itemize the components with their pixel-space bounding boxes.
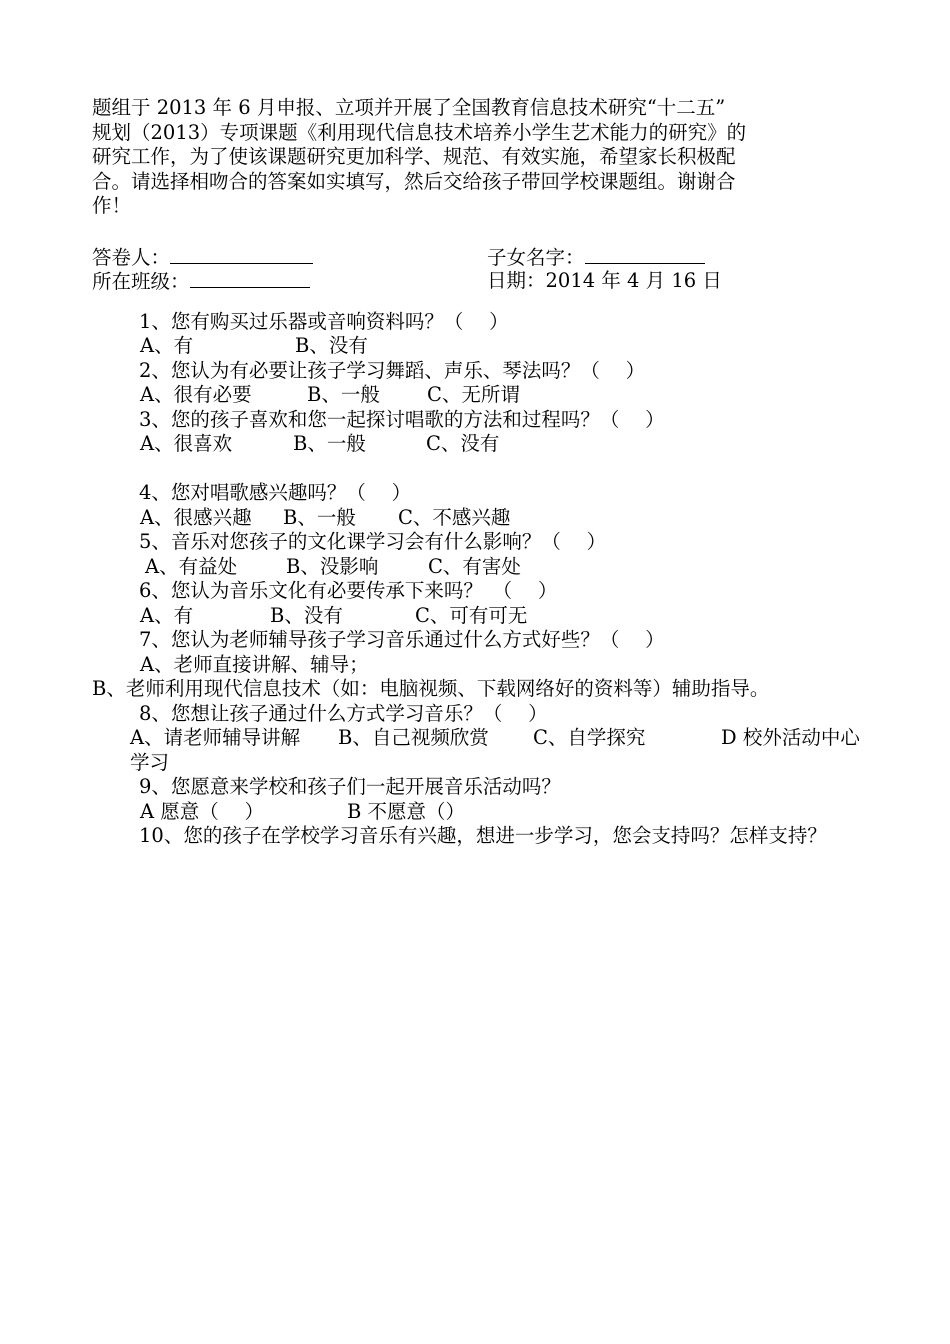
option-b[interactable]: B、一般 (293, 432, 366, 455)
option-b[interactable]: B、没影响 (286, 554, 379, 578)
option-a[interactable]: A、很有必要 (140, 383, 252, 406)
child-name-blank[interactable] (585, 245, 705, 264)
question-10: 10、您的孩子在学校学习音乐有兴趣，想进一步学习，您会支持吗？怎样支持？ (139, 824, 827, 847)
option-c[interactable]: C、自学探究 (533, 726, 646, 749)
respondent-info (92, 245, 862, 294)
option-b[interactable]: B、没有 (270, 603, 343, 627)
question-9: 9、您愿意来学校和孩子们一起开展音乐活动吗？ (139, 775, 561, 798)
option-b[interactable]: B、自己视频欣赏 (338, 726, 489, 749)
option-a[interactable]: A、有益处 (145, 554, 238, 578)
survey-page (92, 96, 862, 849)
question-4-options (92, 506, 862, 531)
option-c[interactable]: C、没有 (426, 432, 500, 455)
question-3: 3、您的孩子喜欢和您一起探讨唱歌的方法和过程吗？（ ） (139, 407, 665, 431)
option-a[interactable]: A、有 (140, 603, 194, 627)
intro-line: 题组于 2013 年 6 月申报、立项并开展了全国教育信息技术研究“十二五” (92, 96, 726, 119)
option-b[interactable]: B、一般 (307, 383, 380, 406)
question-list (92, 310, 862, 849)
option-b[interactable]: B、没有 (295, 334, 368, 357)
intro-paragraph (92, 96, 862, 219)
option-a[interactable]: A、很喜欢 (140, 432, 233, 455)
intro-line: 规划（2013）专项课题《利用现代信息技术培养小学生艺术能力的研究》的 (92, 120, 747, 144)
question-2-options (92, 383, 862, 408)
respondent-label: 答卷人： (92, 245, 171, 269)
option-c[interactable]: C、可有可无 (415, 603, 528, 627)
class-blank[interactable] (190, 269, 310, 288)
question-1: 1、您有购买过乐器或音响资料吗？（ ） (139, 309, 509, 333)
option-b[interactable]: B、一般 (283, 505, 356, 529)
question-3-options (92, 432, 862, 457)
question-1-options (92, 334, 862, 359)
option-c[interactable]: C、无所谓 (427, 383, 520, 406)
option-b-text: B、老师利用现代信息技术（如：电脑视频、下载网络好的资料等）辅助指导。 (92, 677, 770, 700)
question-8-options (92, 726, 862, 775)
question-5-options (92, 555, 862, 580)
option-b[interactable]: B 不愿意（） (347, 799, 466, 823)
question-8: 8、您想让孩子通过什么方式学习音乐？（ ） (139, 701, 548, 725)
question-6-options (92, 604, 862, 629)
option-a[interactable]: A、请老师辅导讲解 (130, 726, 301, 749)
option-d[interactable]: D 校外活动中心学习 (130, 726, 860, 774)
question-4: 4、您对唱歌感兴趣吗？（ ） (139, 481, 412, 504)
respondent-blank[interactable] (170, 245, 313, 264)
intro-line: 研究工作，为了使该课题研究更加科学、规范、有效实施，希望家长积极配 (92, 145, 736, 168)
question-7: 7、您认为老师辅导孩子学习音乐通过什么方式好些？（ ） (139, 628, 665, 651)
question-9-options (92, 800, 862, 825)
question-7-option-a[interactable]: A、老师直接讲解、辅导； (140, 652, 369, 676)
question-5: 5、音乐对您孩子的文化课学习会有什么影响？（ ） (139, 530, 607, 553)
intro-line: 合。请选择相吻合的答案如实填写，然后交给孩子带回学校课题组。谢谢合 (92, 169, 736, 193)
survey-date: 日期：2014 年 4 月 16 日 (487, 269, 722, 292)
question-6: 6、您认为音乐文化有必要传承下来吗？ （ ） (139, 579, 558, 602)
option-a[interactable]: A 愿意（ ） (140, 799, 264, 823)
option-a[interactable]: A、有 (140, 334, 194, 357)
question-2: 2、您认为有必要让孩子学习舞蹈、声乐、琴法吗？（ ） (139, 358, 646, 382)
child-name-label: 子女名字： (487, 245, 585, 269)
class-label: 所在班级： (92, 270, 190, 293)
option-c[interactable]: C、不感兴趣 (398, 505, 511, 529)
question-7-option-b[interactable] (44, 677, 862, 702)
intro-line: 作！ (92, 194, 132, 217)
option-c[interactable]: C、有害处 (428, 554, 521, 578)
option-a[interactable]: A、很感兴趣 (140, 505, 252, 529)
